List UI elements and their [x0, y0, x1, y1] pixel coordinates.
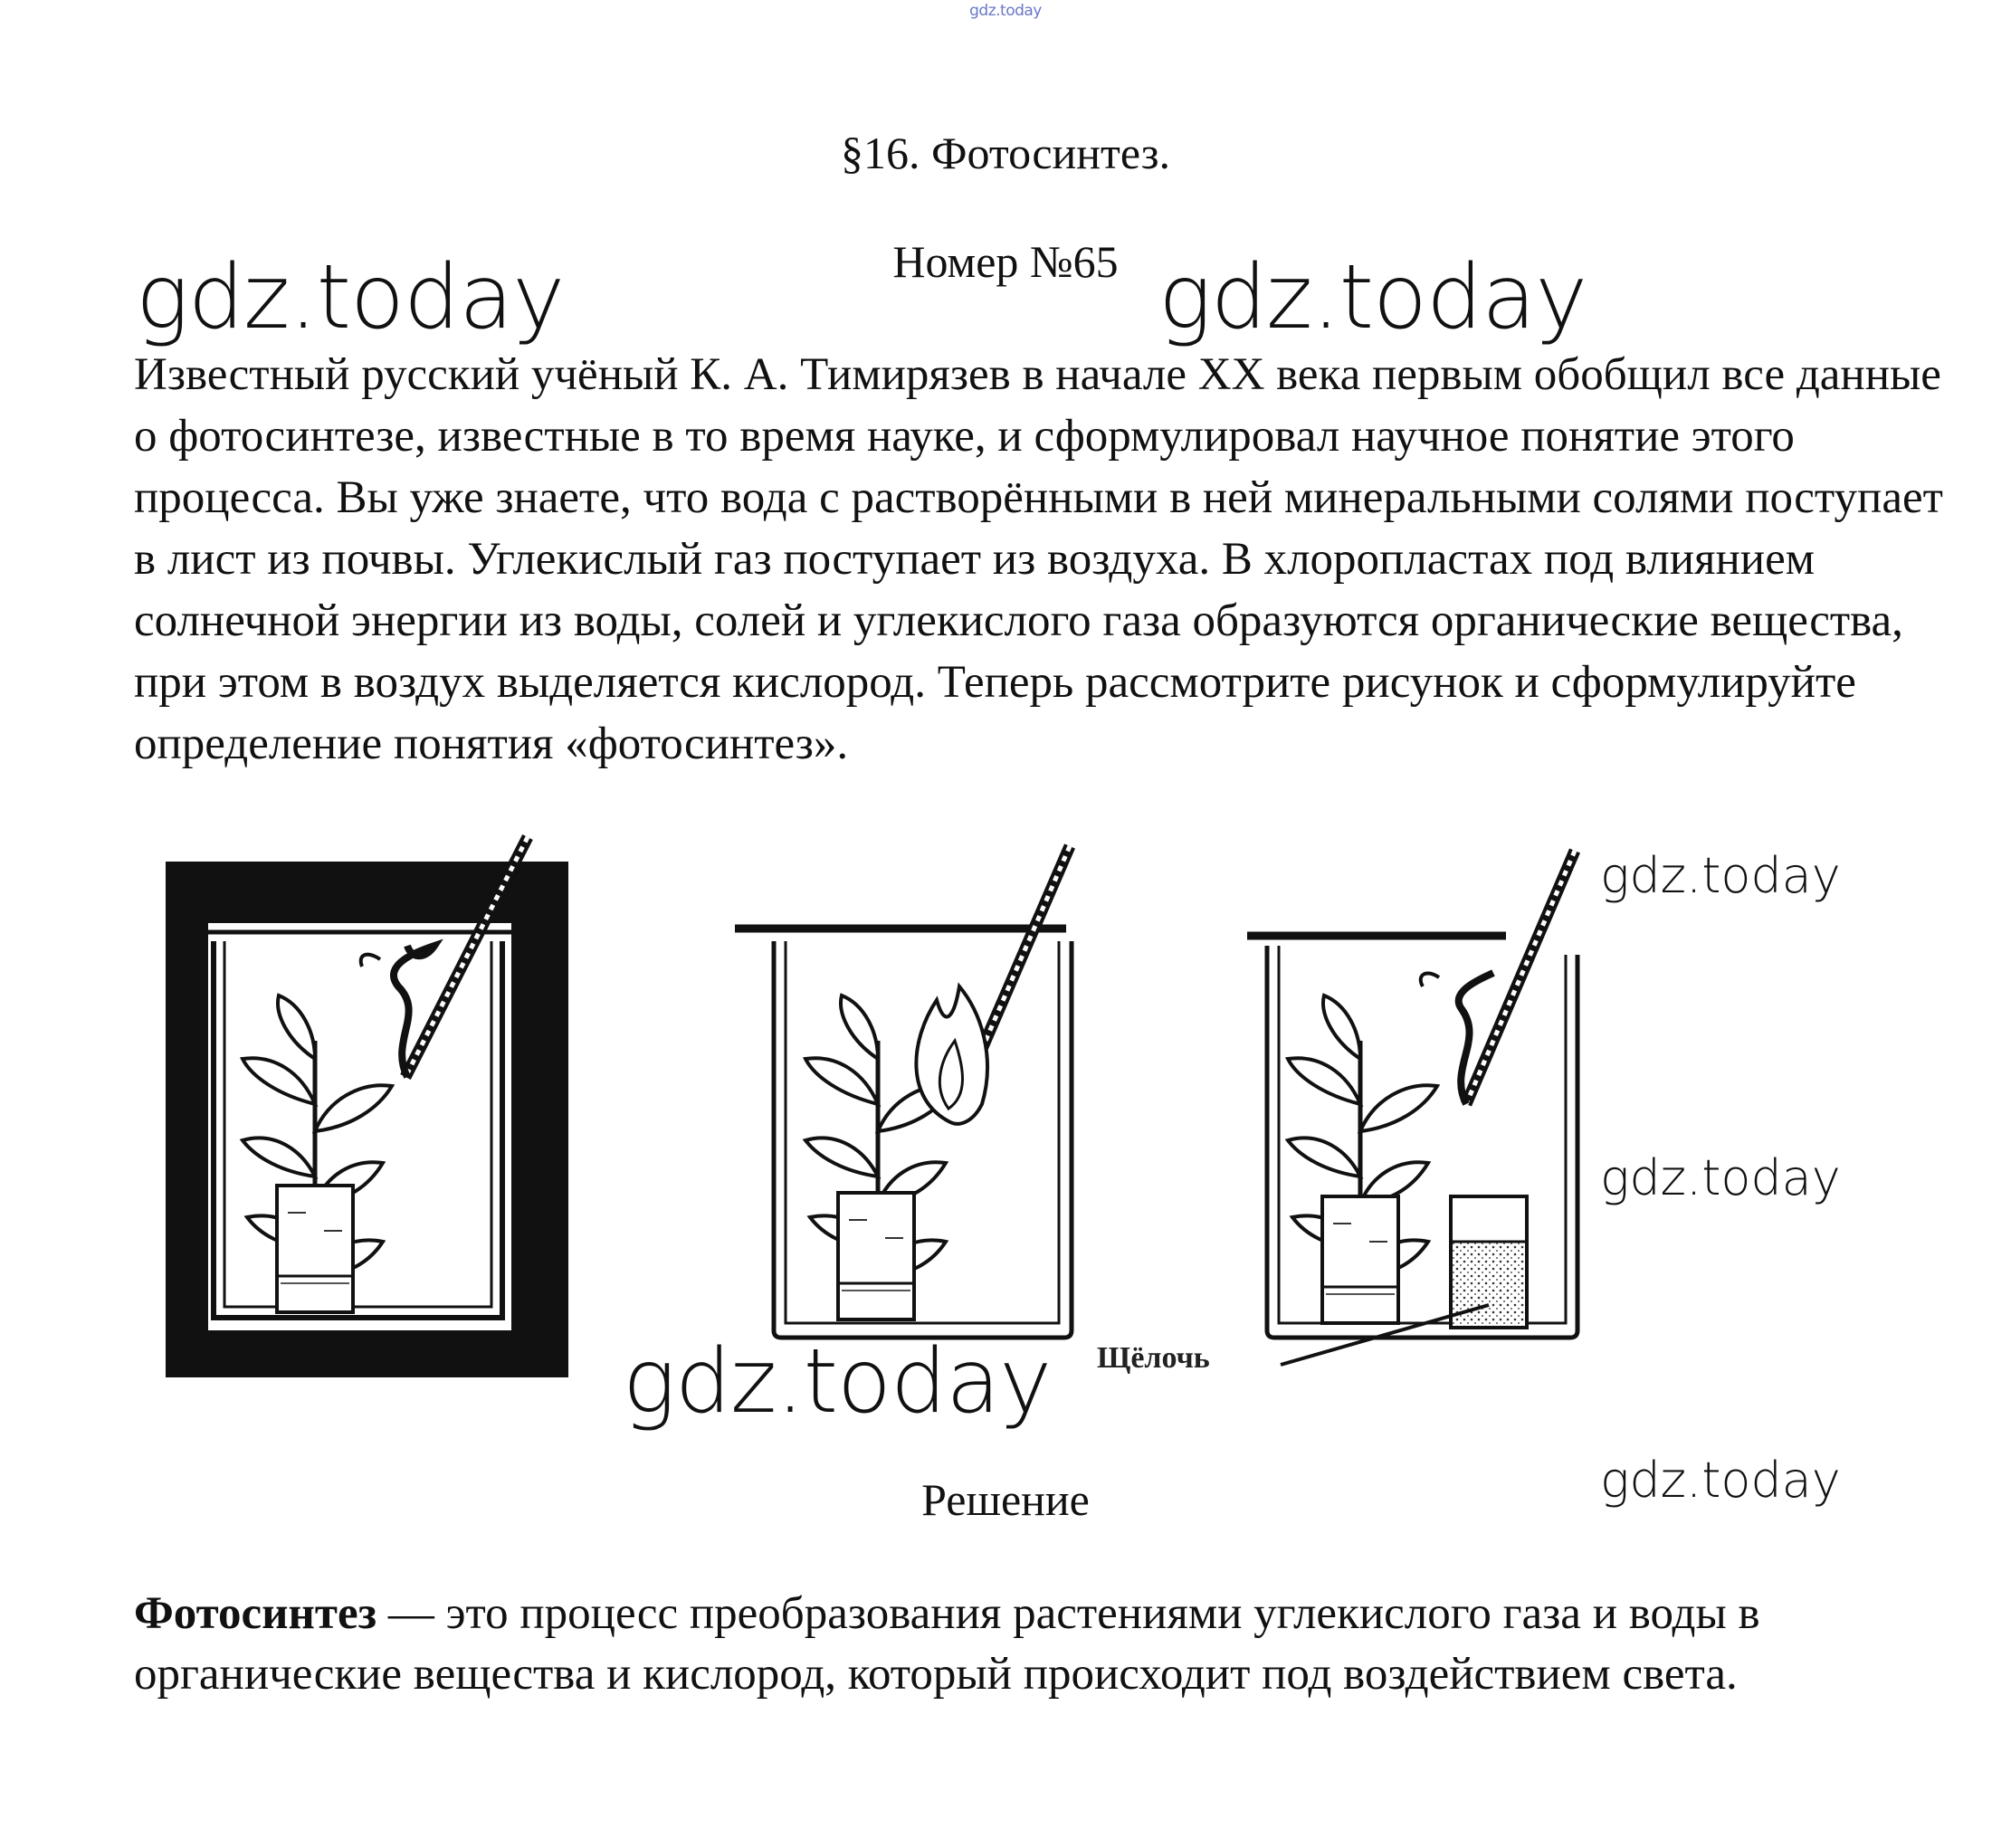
alkali-label: Щёлочь: [1097, 1341, 1210, 1375]
section-title: §16. Фотосинтез.: [841, 128, 1170, 178]
task-number: Номер №65: [892, 236, 1119, 287]
answer-text: [134, 1584, 1953, 1705]
watermark-4: gdz.today: [1600, 1149, 1841, 1206]
watermark-2: gdz.today: [1158, 246, 1587, 349]
watermark-1: gdz.today: [136, 246, 565, 349]
watermark-6: gdz.today: [1600, 1452, 1841, 1509]
watermark-5: gdz.today: [623, 1330, 1052, 1434]
answer-term: Фотосинтез: [134, 1588, 377, 1639]
jar-alkali: [1247, 851, 1577, 1365]
site-mark: gdz.today: [969, 2, 1042, 20]
jar-light: [735, 846, 1072, 1338]
jar-dark: [166, 837, 568, 1377]
solution-heading: Решение: [921, 1474, 1090, 1525]
task-text: Известный русский учёный К. А. Тимирязев в начале XX века первым обобщил все данные о фотосинтезе, известные в то время науке, и сформулировал научное понятие этого процесса. Вы уже знаете, что вода с растворёнными в ней минеральными солями поступает в лист из почвы. Углекислый газ поступает из воздуха. В хлоропластах под влиянием солнечной энергии из воды, солей и углекислого газа образуются органические вещества, при этом в воздух выделяется кислород. Теперь рассмотрите рисунок и сформулируйте определение понятия «фотосинтез».: [134, 349, 1943, 769]
answer-definition: — это процесс преобразования растениями углекислого газа и воды в органические вещества и кислород, который происходит под воздействием света.: [134, 1588, 1760, 1700]
watermark-3: gdz.today: [1600, 847, 1841, 904]
